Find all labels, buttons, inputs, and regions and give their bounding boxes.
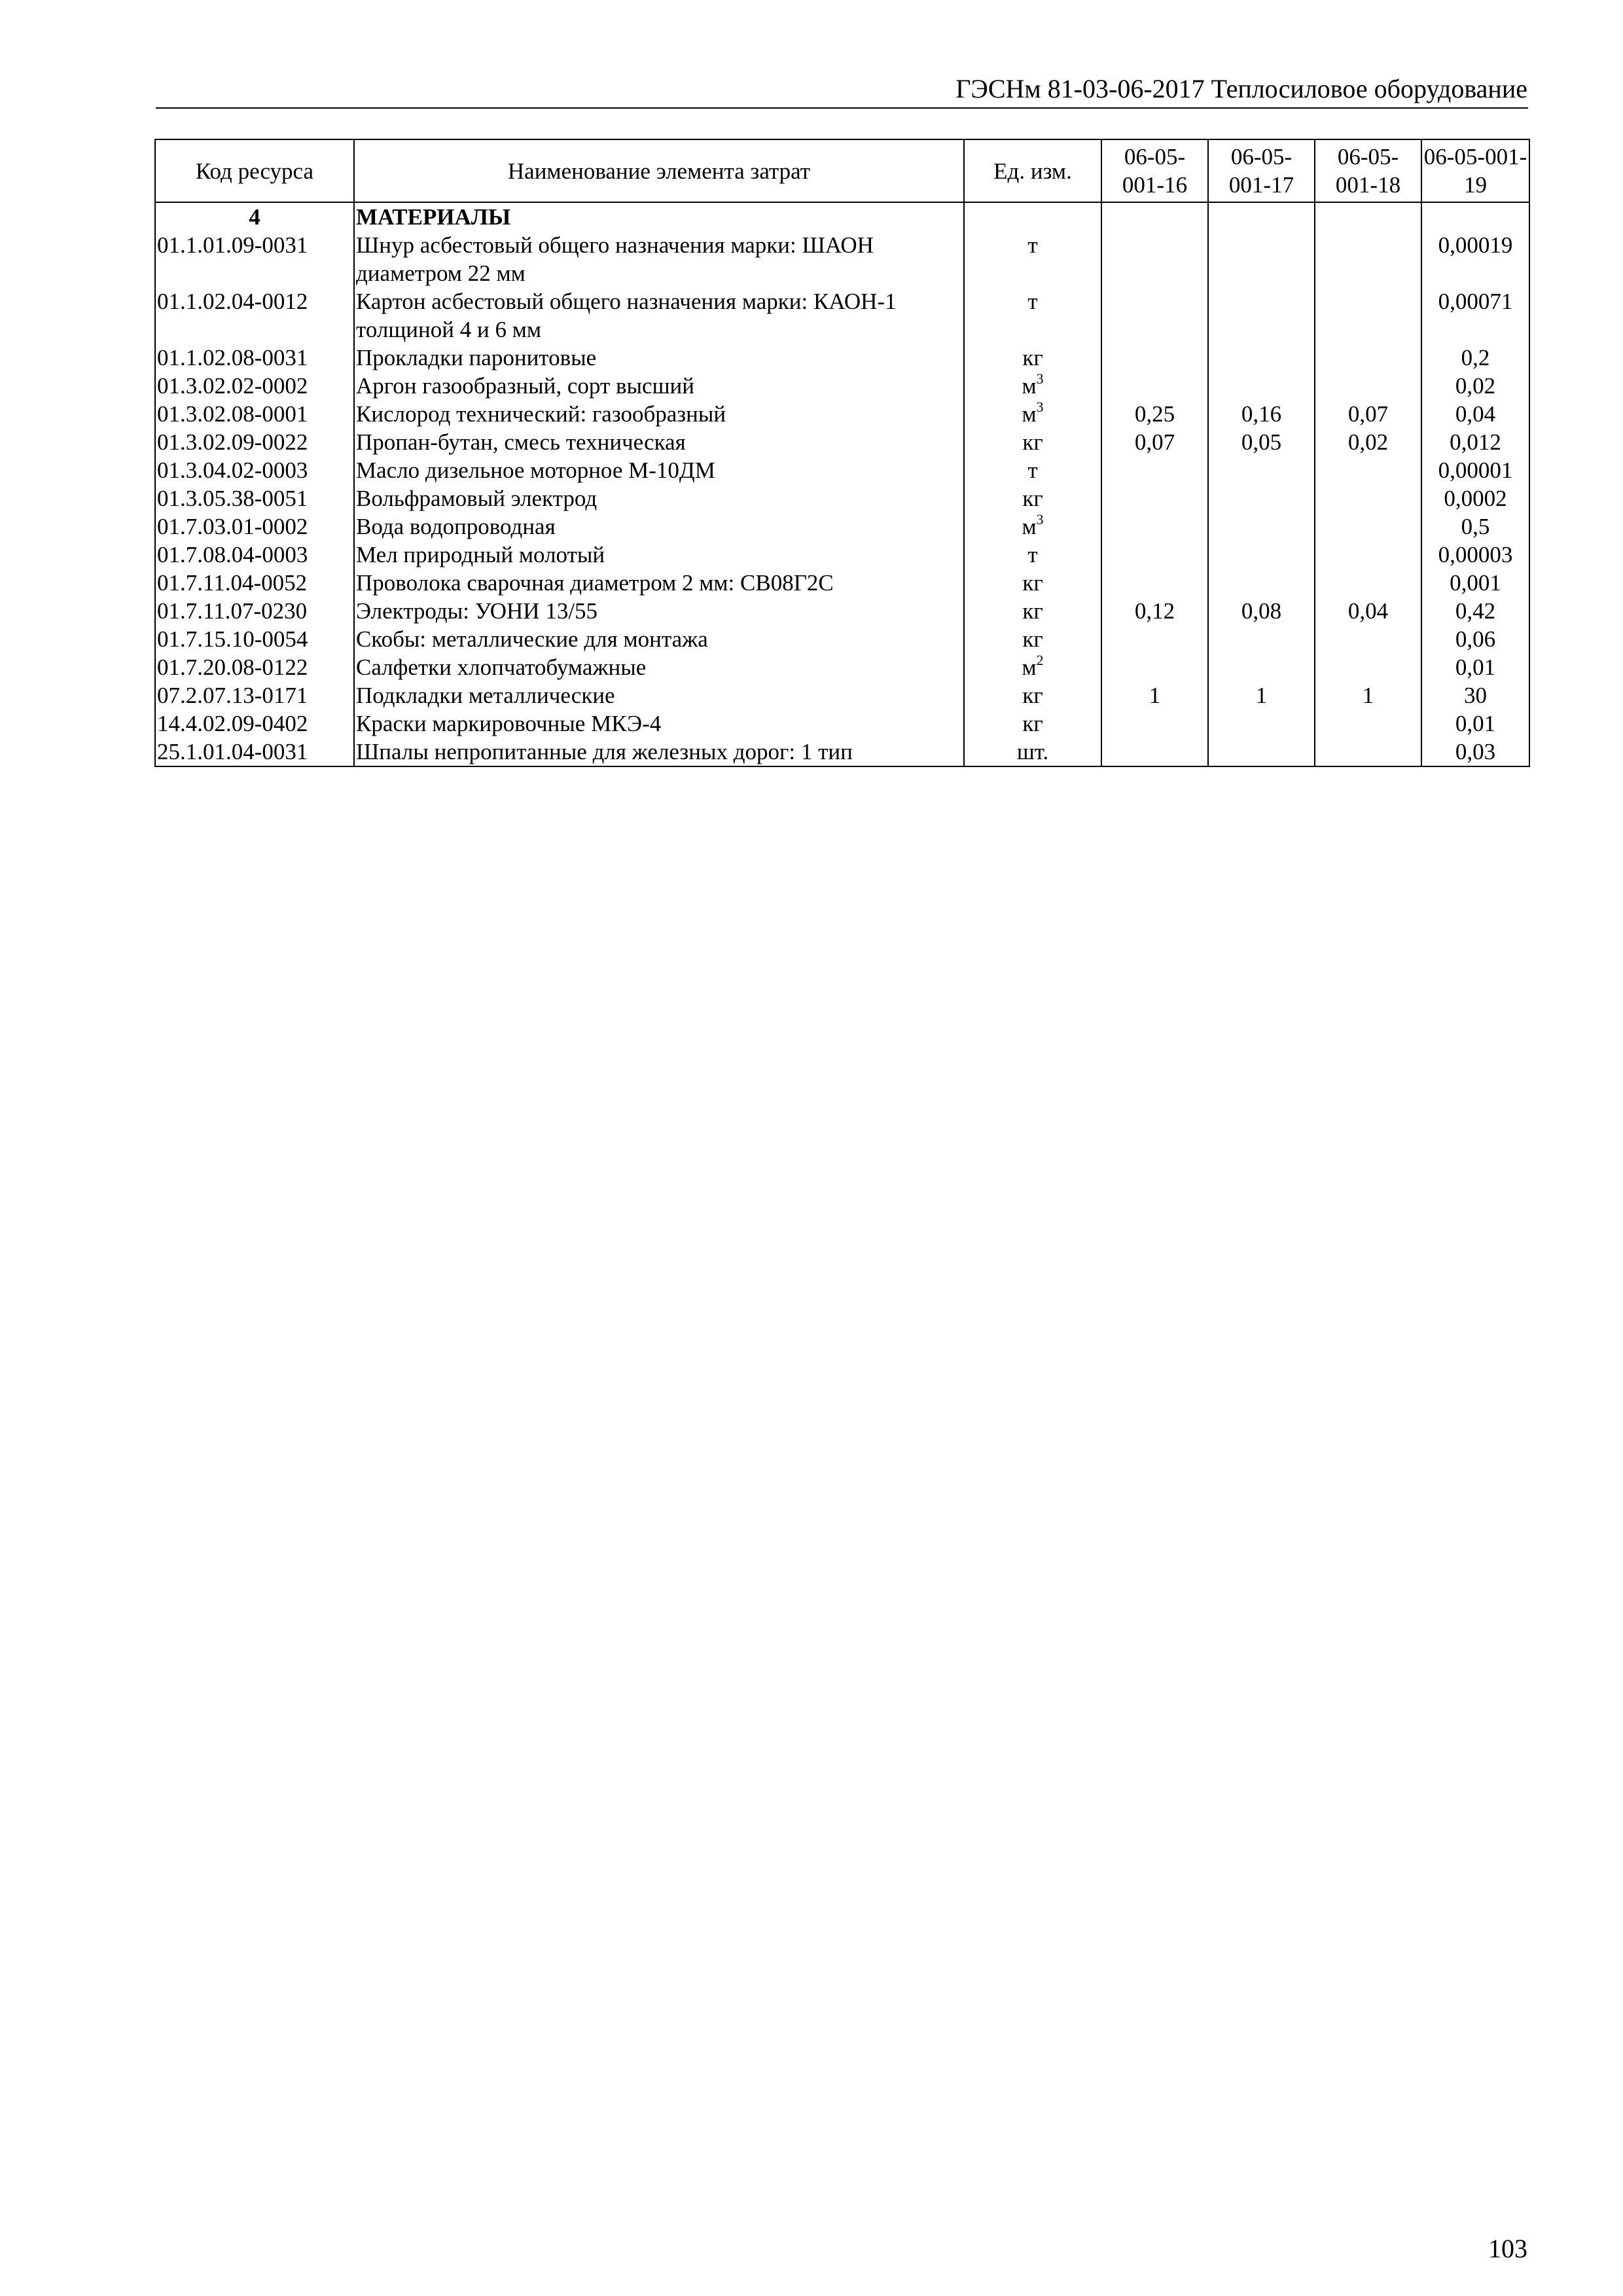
cell-code: 14.4.02.09-0402 xyxy=(155,709,354,738)
cell-col3: 0,07 xyxy=(1315,400,1421,428)
unit-text: кг xyxy=(1022,711,1043,736)
cell-col2 xyxy=(1208,625,1315,653)
cell-col4: 0,0002 xyxy=(1421,484,1529,512)
cell-unit xyxy=(964,569,1101,597)
cell-unit xyxy=(964,428,1101,456)
unit-text: м xyxy=(1022,401,1037,427)
column-header-col4: 06-05-001-19 xyxy=(1421,139,1529,202)
cell-name: Масло дизельное моторное М-10ДМ xyxy=(354,456,964,484)
unit-exponent: 2 xyxy=(1036,652,1044,668)
cell-col3 xyxy=(1315,372,1421,400)
cell-col2 xyxy=(1208,372,1315,400)
cell-col4: 0,00071 xyxy=(1421,287,1529,344)
cell-col2 xyxy=(1208,484,1315,512)
cell-col3 xyxy=(1315,231,1421,287)
cell-col4: 0,02 xyxy=(1421,372,1529,400)
cell-name: Шпалы непропитанные для железных дорог: 1 тип xyxy=(354,738,964,766)
cell-col4: 0,00003 xyxy=(1421,541,1529,569)
cell-col2 xyxy=(1208,231,1315,287)
cell-code: 01.3.02.08-0001 xyxy=(155,400,354,428)
cell-col2 xyxy=(1208,344,1315,372)
cell-name: Вода водопроводная xyxy=(354,512,964,541)
unit-text: шт. xyxy=(1016,739,1049,764)
cell-col1 xyxy=(1101,344,1208,372)
cell-col1 xyxy=(1101,569,1208,597)
column-header-code: Код ресурса xyxy=(155,139,354,202)
section-v2-cell xyxy=(1208,202,1315,231)
cell-code: 01.1.02.08-0031 xyxy=(155,344,354,372)
cell-col3 xyxy=(1315,512,1421,541)
cell-col2: 0,16 xyxy=(1208,400,1315,428)
cell-name: Шнур асбестовый общего назначения марки: ШАОН диаметром 22 мм xyxy=(354,231,964,287)
cell-col4: 0,2 xyxy=(1421,344,1529,372)
cell-code: 01.7.03.01-0002 xyxy=(155,512,354,541)
column-header-col2: 06-05-001-17 xyxy=(1208,139,1315,202)
cell-code: 01.7.15.10-0054 xyxy=(155,625,354,653)
cell-unit xyxy=(964,681,1101,709)
cell-col3: 0,04 xyxy=(1315,597,1421,625)
cell-col1 xyxy=(1101,512,1208,541)
unit-text: т xyxy=(1027,542,1038,567)
cell-col4: 30 xyxy=(1421,681,1529,709)
cell-col1 xyxy=(1101,625,1208,653)
table-row xyxy=(155,653,1529,681)
cell-name: Пропан-бутан, смесь техническая xyxy=(354,428,964,456)
table-row xyxy=(155,344,1529,372)
cell-name: Аргон газообразный, сорт высший xyxy=(354,372,964,400)
cell-col1 xyxy=(1101,709,1208,738)
cell-code: 01.7.11.04-0052 xyxy=(155,569,354,597)
cell-col3: 0,02 xyxy=(1315,428,1421,456)
cell-code: 01.7.08.04-0003 xyxy=(155,541,354,569)
unit-text: кг xyxy=(1022,429,1043,455)
cell-name: Вольфрамовый электрод xyxy=(354,484,964,512)
table-row xyxy=(155,512,1529,541)
cell-col3 xyxy=(1315,456,1421,484)
cell-col4: 0,001 xyxy=(1421,569,1529,597)
cell-name: Скобы: металлические для монтажа xyxy=(354,625,964,653)
cell-col2: 1 xyxy=(1208,681,1315,709)
cell-unit xyxy=(964,372,1101,400)
section-v1-cell xyxy=(1101,202,1208,231)
section-unit-cell xyxy=(964,202,1101,231)
table-header-row xyxy=(155,139,1529,202)
cell-col4: 0,04 xyxy=(1421,400,1529,428)
cell-name: Картон асбестовый общего назначения марки: КАОН-1 толщиной 4 и 6 мм xyxy=(354,287,964,344)
resources-table xyxy=(154,139,1530,767)
cell-col4: 0,06 xyxy=(1421,625,1529,653)
cell-code: 01.3.02.02-0002 xyxy=(155,372,354,400)
cell-col2 xyxy=(1208,287,1315,344)
section-v4-cell xyxy=(1421,202,1529,231)
unit-text: кг xyxy=(1022,598,1043,624)
cell-col3 xyxy=(1315,709,1421,738)
cell-name: Подкладки металлические xyxy=(354,681,964,709)
cell-col1 xyxy=(1101,372,1208,400)
cell-col3 xyxy=(1315,484,1421,512)
section-code: 4 xyxy=(155,202,354,231)
cell-name: Салфетки хлопчатобумажные xyxy=(354,653,964,681)
cell-unit xyxy=(964,653,1101,681)
cell-col4: 0,012 xyxy=(1421,428,1529,456)
cell-col1 xyxy=(1101,231,1208,287)
column-header-name: Наименование элемента затрат xyxy=(354,139,964,202)
table-row xyxy=(155,681,1529,709)
cell-col4: 0,03 xyxy=(1421,738,1529,766)
cell-name: Электроды: УОНИ 13/55 xyxy=(354,597,964,625)
table-body xyxy=(155,202,1529,766)
cell-col4: 0,01 xyxy=(1421,653,1529,681)
cell-col1: 0,25 xyxy=(1101,400,1208,428)
section-name: МАТЕРИАЛЫ xyxy=(354,202,964,231)
cell-col1 xyxy=(1101,653,1208,681)
cell-col3 xyxy=(1315,569,1421,597)
table-row xyxy=(155,625,1529,653)
cell-col2 xyxy=(1208,709,1315,738)
table-row xyxy=(155,456,1529,484)
table-row xyxy=(155,709,1529,738)
table-row xyxy=(155,597,1529,625)
cell-code: 01.7.20.08-0122 xyxy=(155,653,354,681)
cell-unit xyxy=(964,597,1101,625)
page-number: 103 xyxy=(1488,2234,1527,2263)
column-header-unit: Ед. изм. xyxy=(964,139,1101,202)
cell-col1 xyxy=(1101,738,1208,766)
unit-text: т xyxy=(1027,457,1038,483)
cell-name: Мел природный молотый xyxy=(354,541,964,569)
table-row xyxy=(155,231,1529,287)
cell-col2: 0,05 xyxy=(1208,428,1315,456)
cell-code: 07.2.07.13-0171 xyxy=(155,681,354,709)
cell-col2 xyxy=(1208,569,1315,597)
cell-col1: 1 xyxy=(1101,681,1208,709)
table-row xyxy=(155,287,1529,344)
unit-text: м xyxy=(1022,373,1037,399)
unit-text: кг xyxy=(1022,345,1043,370)
cell-col2 xyxy=(1208,512,1315,541)
cell-code: 01.7.11.07-0230 xyxy=(155,597,354,625)
cell-unit xyxy=(964,625,1101,653)
cell-col1 xyxy=(1101,541,1208,569)
cell-code: 01.3.04.02-0003 xyxy=(155,456,354,484)
cell-code: 01.1.01.09-0031 xyxy=(155,231,354,287)
document-header-title: ГЭСНм 81-03-06-2017 Теплосиловое оборудование xyxy=(955,74,1527,103)
unit-exponent: 3 xyxy=(1036,511,1044,528)
cell-col3 xyxy=(1315,344,1421,372)
cell-col1 xyxy=(1101,456,1208,484)
cell-unit xyxy=(964,709,1101,738)
cell-col1 xyxy=(1101,484,1208,512)
cell-col1: 0,12 xyxy=(1101,597,1208,625)
unit-text: м xyxy=(1022,514,1037,539)
cell-col4: 0,01 xyxy=(1421,709,1529,738)
cell-unit xyxy=(964,484,1101,512)
unit-exponent: 3 xyxy=(1036,399,1044,415)
cell-col3 xyxy=(1315,653,1421,681)
table-row xyxy=(155,569,1529,597)
cell-code: 01.3.05.38-0051 xyxy=(155,484,354,512)
unit-text: т xyxy=(1027,232,1038,258)
cell-col3 xyxy=(1315,287,1421,344)
cell-unit xyxy=(964,456,1101,484)
cell-col1: 0,07 xyxy=(1101,428,1208,456)
cell-col4: 0,5 xyxy=(1421,512,1529,541)
cell-name: Проволока сварочная диаметром 2 мм: СВ08Г2С xyxy=(354,569,964,597)
cell-col4: 0,42 xyxy=(1421,597,1529,625)
cell-col3: 1 xyxy=(1315,681,1421,709)
column-header-col3: 06-05-001-18 xyxy=(1315,139,1421,202)
table-row xyxy=(155,484,1529,512)
cell-unit xyxy=(964,738,1101,766)
table-row xyxy=(155,541,1529,569)
cell-col3 xyxy=(1315,625,1421,653)
cell-col3 xyxy=(1315,541,1421,569)
section-v3-cell xyxy=(1315,202,1421,231)
column-header-col1: 06-05-001-16 xyxy=(1101,139,1208,202)
table-row xyxy=(155,400,1529,428)
cell-col2 xyxy=(1208,653,1315,681)
cell-unit xyxy=(964,287,1101,344)
header-divider xyxy=(156,107,1528,109)
unit-text: кг xyxy=(1022,570,1043,596)
cell-col2 xyxy=(1208,456,1315,484)
table-row xyxy=(155,738,1529,766)
cell-unit xyxy=(964,512,1101,541)
cell-code: 01.1.02.04-0012 xyxy=(155,287,354,344)
cell-code: 01.3.02.09-0022 xyxy=(155,428,354,456)
table-row xyxy=(155,372,1529,400)
unit-text: кг xyxy=(1022,626,1043,652)
cell-code: 25.1.01.04-0031 xyxy=(155,738,354,766)
cell-col2 xyxy=(1208,738,1315,766)
unit-text: м xyxy=(1022,655,1037,680)
unit-text: т xyxy=(1027,289,1038,314)
cell-col4: 0,00019 xyxy=(1421,231,1529,287)
cell-col3 xyxy=(1315,738,1421,766)
cell-unit xyxy=(964,344,1101,372)
cell-col4: 0,00001 xyxy=(1421,456,1529,484)
cell-name: Кислород технический: газообразный xyxy=(354,400,964,428)
cell-unit xyxy=(964,231,1101,287)
cell-unit xyxy=(964,541,1101,569)
cell-col2: 0,08 xyxy=(1208,597,1315,625)
table-row xyxy=(155,428,1529,456)
unit-text: кг xyxy=(1022,683,1043,708)
cell-name: Прокладки паронитовые xyxy=(354,344,964,372)
section-row xyxy=(155,202,1529,231)
unit-text: кг xyxy=(1022,486,1043,511)
cell-col1 xyxy=(1101,287,1208,344)
cell-unit xyxy=(964,400,1101,428)
cell-col2 xyxy=(1208,541,1315,569)
unit-exponent: 3 xyxy=(1036,370,1044,387)
cell-name: Краски маркировочные МКЭ-4 xyxy=(354,709,964,738)
